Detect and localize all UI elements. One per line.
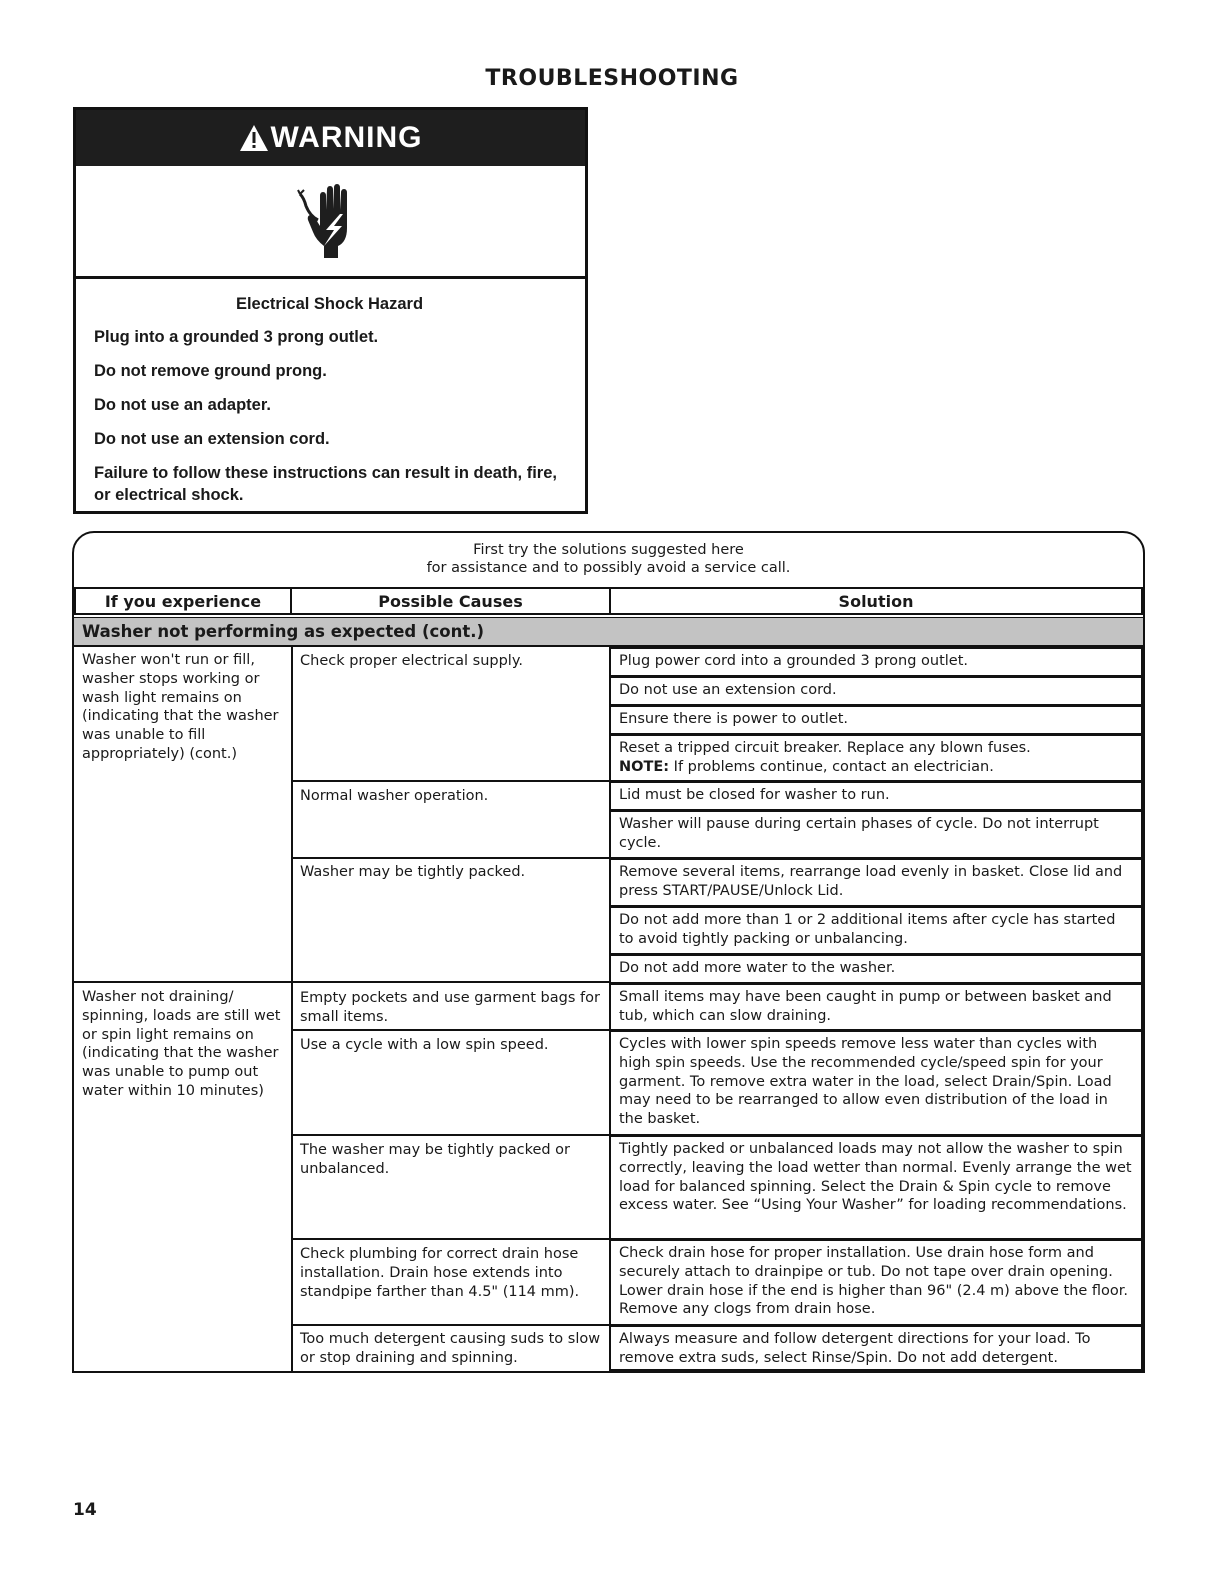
electrical-shock-hand-icon [296, 176, 366, 266]
solution-cell [609, 1325, 1143, 1371]
cause-text: Check proper electrical supply. [300, 653, 523, 669]
solution-text: Reset a tripped circuit breaker. Replace any blown fuses. [619, 740, 1031, 756]
warning-line: Failure to follow these instructions can result in death, fire, or electrical shock. [94, 464, 557, 504]
symptom-text: Washer won't run or fill, washer stops working or wash light remains on (indicating that the washer was unable to fill appropriately) (cont.) [82, 652, 279, 762]
section-band: Washer not performing as expected (cont.) [74, 617, 1143, 647]
note-line [619, 758, 1133, 777]
page-title: TROUBLESHOOTING [485, 66, 739, 91]
row-divider [292, 857, 609, 859]
troubleshooting-table [72, 531, 1145, 1373]
solution-text: Check drain hose for proper installation. Use drain hose form and securely attach to drainpipe or tub. Do not tape over drain opening. Lower drain hose if the end is higher than 96" (2.4 m) above the floor. Remove any clogs from drain hose. [619, 1245, 1129, 1318]
intro-line: for assistance and to possibly avoid a service call. [426, 560, 791, 576]
row-divider [292, 1134, 609, 1136]
cause-text: The washer may be tightly packed or unbalanced. [300, 1142, 571, 1177]
hazard-title: Electrical Shock Hazard [235, 295, 424, 313]
solution-text: Remove several items, rearrange load evenly in basket. Close lid and press START/PAUSE/Unlock Lid. [619, 864, 1123, 899]
solution-cell [609, 1135, 1143, 1240]
solution-text: Do not add more than 1 or 2 additional items after cycle has started to avoid tightly packing or unbalancing. [619, 912, 1116, 947]
solution-cell [609, 1030, 1143, 1136]
note-text: If problems continue, contact an electrician. [673, 758, 994, 775]
column-divider [291, 647, 293, 1371]
symptom-text: Washer not draining/ spinning, loads are still wet or spin light remains on (indicating that the washer was unable to pump out water within 10 minutes) [82, 989, 281, 1099]
solution-text: Ensure there is power to outlet. [619, 711, 849, 727]
solution-text: Plug power cord into a grounded 3 prong outlet. [619, 653, 969, 669]
warning-box [73, 107, 588, 514]
page-number: 14 [73, 1500, 97, 1520]
row-divider [292, 780, 609, 782]
warning-line: Do not use an extension cord. [94, 430, 330, 448]
solution-cell [609, 954, 1143, 984]
cause-text: Normal washer operation. [300, 788, 489, 804]
solution-cell [609, 647, 1143, 677]
header-possible-causes: Possible Causes [290, 587, 611, 615]
cause-text: Too much detergent causing suds to slow or stop draining and spinning. [300, 1331, 601, 1366]
warning-header [76, 110, 585, 166]
warning-line: Do not use an adapter. [94, 396, 271, 414]
solution-text: Lid must be closed for washer to run. [619, 787, 890, 803]
row-divider [292, 1029, 609, 1031]
cause-text: Empty pockets and use garment bags for small items. [300, 990, 600, 1025]
warning-text [76, 279, 585, 506]
header-if-you-experience: If you experience [74, 587, 292, 615]
table-intro [74, 541, 1143, 577]
solution-text: Cycles with lower spin speeds remove less water than cycles with high spin speeds. Use the recommended cycle/speed spin for your garment. To remove extra water in the load, select Drain/Spin. Load may need to be rearranged to allow even distribution of the load in the basket. [619, 1036, 1112, 1128]
intro-line: First try the solutions suggested here [473, 542, 744, 558]
solution-text: Always measure and follow detergent directions for your load. To remove extra suds, select Rinse/Spin. Do not add detergent. [619, 1331, 1091, 1366]
solution-cell [609, 676, 1143, 706]
warning-icon-area [76, 166, 585, 279]
warning-line: Do not remove ground prong. [94, 362, 327, 380]
solution-cell [609, 734, 1143, 782]
solution-cell [609, 983, 1143, 1031]
row-divider [292, 981, 609, 983]
row-divider [74, 981, 292, 983]
solution-cell [609, 705, 1143, 735]
row-divider [292, 1324, 609, 1326]
note-label: NOTE: [619, 758, 670, 775]
solution-text: Small items may have been caught in pump or between basket and tub, which can slow draining. [619, 989, 1112, 1024]
solution-cell [609, 906, 1143, 955]
solution-cell [609, 1239, 1143, 1326]
solution-cell [609, 781, 1143, 811]
header-solution: Solution [609, 587, 1143, 615]
cause-text: Check plumbing for correct drain hose installation. Drain hose extends into standpipe farther than 4.5" (114 mm). [300, 1246, 580, 1300]
cause-text: Washer may be tightly packed. [300, 864, 526, 880]
warning-header-text: WARNING [270, 121, 423, 154]
solution-cell [609, 810, 1143, 859]
row-divider [292, 1238, 609, 1240]
warning-line: Plug into a grounded 3 prong outlet. [94, 328, 379, 346]
solution-cell [609, 858, 1143, 907]
solution-text: Washer will pause during certain phases of cycle. Do not interrupt cycle. [619, 816, 1099, 851]
cause-text: Use a cycle with a low spin speed. [300, 1037, 549, 1053]
warning-triangle-icon [239, 124, 269, 152]
solution-text: Tightly packed or unbalanced loads may not allow the washer to spin correctly, leaving the load wetter than normal. Evenly arrange the wet load for balanced spinning. Select the Drain & Spin cycle to remove excess water. See “Using Your Washer” for loading recommendations. [619, 1141, 1132, 1214]
solution-text: Do not add more water to the washer. [619, 960, 896, 976]
solution-text: Do not use an extension cord. [619, 682, 837, 698]
